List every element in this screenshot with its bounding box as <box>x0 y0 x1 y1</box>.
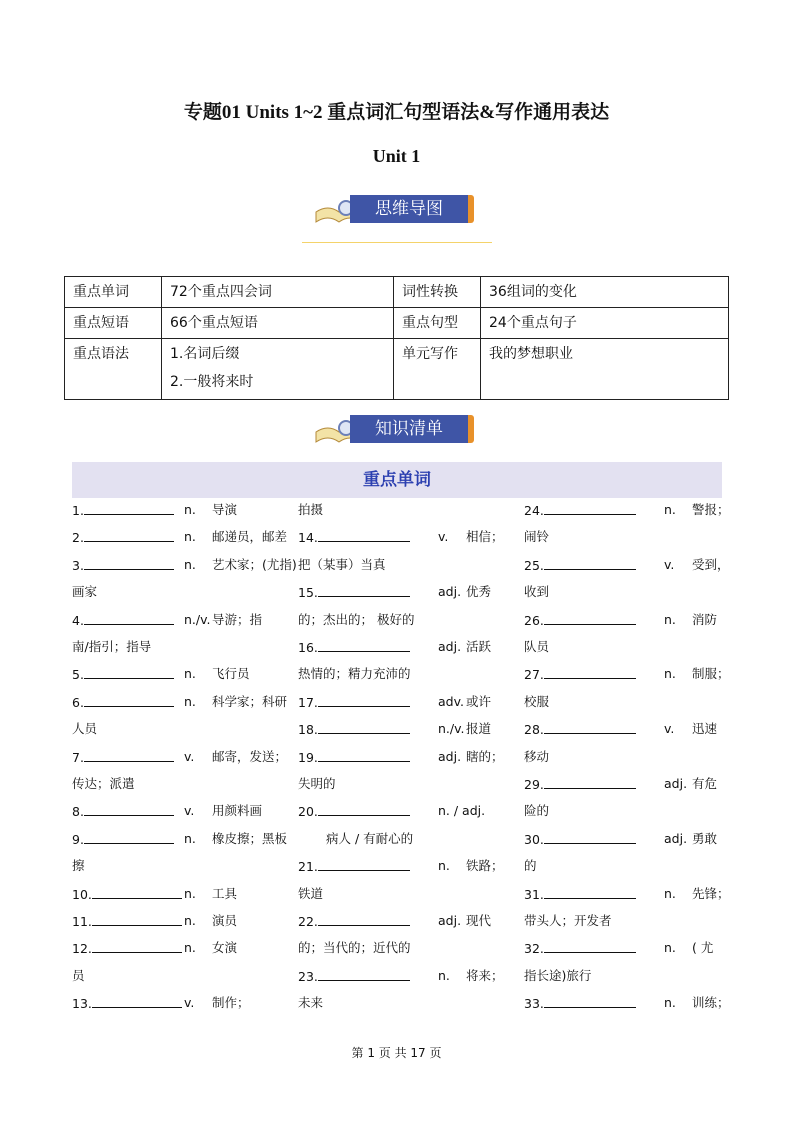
vocab-number: 5. <box>72 667 84 683</box>
answer-blank[interactable] <box>318 801 410 816</box>
grammar-item: 1.名词后缀 <box>170 346 240 362</box>
definition: 先锋； <box>692 885 730 901</box>
table-cell: 我的梦想职业 <box>481 339 729 400</box>
definition: 科学家；科研 <box>212 693 288 709</box>
definition-continuation: 铁道 <box>298 885 324 901</box>
answer-blank[interactable] <box>84 747 174 762</box>
answer-blank[interactable] <box>84 801 174 816</box>
vocab-number: 3. <box>72 557 84 573</box>
answer-blank[interactable] <box>84 692 174 707</box>
part-of-speech: n./v. <box>438 721 465 737</box>
vocab-continuation: 拍摄 <box>298 502 324 517</box>
unit-heading: Unit 1 <box>372 146 421 166</box>
part-of-speech: v. <box>184 995 195 1011</box>
vocab-number: 31. <box>524 886 544 902</box>
definition-continuation: 收到 <box>524 584 550 600</box>
definition: 飞行员 <box>212 666 250 682</box>
vocab-number: 10. <box>72 886 92 902</box>
vocab-item <box>298 911 410 931</box>
table-cell: 36组词的变化 <box>481 277 729 308</box>
definition: 或许 <box>466 693 492 709</box>
answer-blank[interactable] <box>318 747 410 762</box>
part-of-speech: n. <box>438 967 450 983</box>
vocab-number: 28. <box>524 722 544 738</box>
definition: 警报； <box>692 502 730 517</box>
mindmap-banner-label: 思维导图 <box>350 195 474 223</box>
definition: 受到， <box>692 556 730 572</box>
part-of-speech: n. <box>184 940 196 956</box>
part-of-speech: n. <box>664 995 676 1011</box>
vocab-number: 1. <box>72 503 84 518</box>
definition-continuation: 员 <box>72 967 85 983</box>
definition: 瞎的； <box>466 748 504 764</box>
answer-blank[interactable] <box>84 527 174 542</box>
vocab-number: 9. <box>72 831 84 847</box>
definition: 现代 <box>466 913 492 928</box>
definition: 工具 <box>212 885 238 901</box>
vocab-item <box>72 747 174 767</box>
definition-continuation: 指长途)旅行 <box>524 967 592 983</box>
definition: 将来； <box>466 967 504 983</box>
vocab-item <box>72 938 182 958</box>
answer-blank[interactable] <box>318 637 410 652</box>
answer-blank[interactable] <box>544 500 636 515</box>
vocab-number: 33. <box>524 996 544 1012</box>
part-of-speech: n. <box>664 940 676 956</box>
part-of-speech: v. <box>184 748 195 764</box>
table-cell: 72个重点四会词 <box>162 277 394 308</box>
answer-blank[interactable] <box>544 555 636 570</box>
vocab-item <box>298 801 410 821</box>
table-row <box>65 339 729 400</box>
answer-blank[interactable] <box>92 993 182 1008</box>
vocab-number: 26. <box>524 612 544 628</box>
part-of-speech: n. <box>664 611 676 627</box>
definition: 报道 <box>466 721 492 737</box>
vocab-number: 12. <box>72 941 92 957</box>
vocab-number: 25. <box>524 557 544 573</box>
definition-continuation: 的；杰出的； 极好的 <box>298 611 415 627</box>
answer-blank[interactable] <box>318 911 410 926</box>
vocab-item <box>298 856 410 876</box>
vocab-item <box>72 692 174 712</box>
definition-continuation: 人员 <box>72 721 98 737</box>
vocab-number: 20. <box>298 804 318 820</box>
part-of-speech: adj. <box>438 584 462 600</box>
vocab-item <box>72 911 182 931</box>
definition: 有危 <box>692 776 718 791</box>
definition-continuation: 画家 <box>72 584 98 600</box>
knowledge-banner-label: 知识清单 <box>350 415 474 443</box>
answer-blank[interactable] <box>318 692 410 707</box>
vocab-item <box>298 719 410 739</box>
part-of-speech: n. <box>184 666 196 682</box>
document-title: 专题01 Units 1~2 重点词汇句型语法&写作通用表达 <box>183 102 610 123</box>
part-of-speech: n. / adj. <box>438 803 486 819</box>
vocab-number: 8. <box>72 804 84 820</box>
part-of-speech: v. <box>664 721 675 737</box>
definition: 导演 <box>212 502 238 517</box>
vocab-item <box>524 993 636 1013</box>
table-cell: 重点语法 <box>65 339 162 400</box>
vocab-number: 19. <box>298 749 318 765</box>
answer-blank[interactable] <box>84 555 174 570</box>
answer-blank[interactable] <box>544 938 636 953</box>
definition: 制服； <box>692 666 730 682</box>
vocab-number: 14. <box>298 530 318 546</box>
vocab-number: 29. <box>524 777 544 792</box>
definition: 训练； <box>692 995 730 1011</box>
part-of-speech: n. <box>184 502 196 517</box>
vocab-number: 24. <box>524 503 544 518</box>
definition-continuation: 病人 / 有耐心的 <box>326 830 414 846</box>
definition-continuation: 未来 <box>298 995 324 1011</box>
definition-continuation: 擦 <box>72 858 85 874</box>
part-of-speech: n. <box>184 529 196 545</box>
answer-blank[interactable] <box>92 911 182 926</box>
mindmap-banner <box>312 192 472 226</box>
definition-continuation: 带头人；开发者 <box>524 913 612 928</box>
part-of-speech: n. <box>184 556 196 572</box>
definition-continuation: 校服 <box>524 693 550 709</box>
table-cell: 词性转换 <box>394 277 481 308</box>
answer-blank[interactable] <box>92 884 182 899</box>
divider <box>302 242 492 243</box>
vocab-number: 11. <box>72 914 92 929</box>
table-row <box>65 308 729 339</box>
definition: 邮递员，邮差 <box>212 529 288 545</box>
vocab-number: 30. <box>524 831 544 847</box>
answer-blank[interactable] <box>318 856 410 871</box>
definition: ( 尤 <box>692 940 714 956</box>
answer-blank[interactable] <box>544 664 636 679</box>
vocab-item <box>298 747 410 767</box>
answer-blank[interactable] <box>544 610 636 625</box>
definition-continuation: 南/指引；指导 <box>72 639 152 654</box>
definition: 艺术家；(尤指) <box>212 556 297 572</box>
answer-blank[interactable] <box>84 829 174 844</box>
table-cell <box>162 339 394 400</box>
summary-table <box>64 276 729 400</box>
vocab-item <box>524 500 636 520</box>
definition-continuation: 的；当代的；近代的 <box>298 940 411 956</box>
definition-continuation: 队员 <box>524 639 550 654</box>
vocab-number: 21. <box>298 859 318 875</box>
definition: 迅速 <box>692 721 718 737</box>
answer-blank[interactable] <box>544 719 636 734</box>
definition: 用颜料画 <box>212 803 263 819</box>
part-of-speech: adj. <box>664 776 688 791</box>
part-of-speech: n. <box>184 885 196 901</box>
table-cell: 重点单词 <box>65 277 162 308</box>
answer-blank[interactable] <box>84 500 174 515</box>
definition: 相信； <box>466 529 504 545</box>
part-of-speech: adj. <box>438 913 462 928</box>
part-of-speech: adj. <box>438 748 462 764</box>
section-header <box>72 462 722 498</box>
answer-blank[interactable] <box>318 527 410 542</box>
vocab-number: 17. <box>298 694 318 710</box>
vocab-number: 15. <box>298 585 318 601</box>
vocab-number: 22. <box>298 914 318 929</box>
vocab-number: 2. <box>72 530 84 546</box>
vocab-number: 18. <box>298 722 318 738</box>
part-of-speech: adj. <box>664 830 688 846</box>
definition-continuation: 把（某事）当真 <box>298 556 386 572</box>
answer-blank[interactable] <box>84 610 174 625</box>
part-of-speech: n./v. <box>184 611 211 627</box>
definition: 优秀 <box>466 584 492 600</box>
definition: 消防 <box>692 611 718 627</box>
part-of-speech: v. <box>184 803 195 819</box>
definition-continuation: 传达；派遣 <box>72 776 135 791</box>
vocab-item <box>72 555 174 575</box>
definition: 女演 <box>212 940 238 956</box>
vocab-number: 27. <box>524 667 544 683</box>
table-cell: 重点句型 <box>394 308 481 339</box>
grammar-item: 2.一般将来时 <box>170 374 254 390</box>
vocab-number: 32. <box>524 941 544 957</box>
vocab-item <box>524 774 636 794</box>
definition: 勇敢 <box>692 830 718 846</box>
vocab-number: 23. <box>298 968 318 984</box>
part-of-speech: n. <box>664 502 676 517</box>
definition: 活跃 <box>466 639 492 654</box>
table-row <box>65 277 729 308</box>
vocab-item <box>524 664 636 684</box>
vocab-number: 7. <box>72 749 84 765</box>
part-of-speech: adv. <box>438 693 464 709</box>
vocab-item <box>72 993 182 1013</box>
definition-continuation: 移动 <box>524 748 550 764</box>
vocab-item <box>298 582 410 602</box>
vocab-number: 4. <box>72 612 84 628</box>
vocab-item <box>524 938 636 958</box>
vocab-item <box>524 555 636 575</box>
answer-blank[interactable] <box>544 829 636 844</box>
definition: 橡皮擦；黑板 <box>212 830 288 846</box>
vocab-number: 16. <box>298 640 318 655</box>
answer-blank[interactable] <box>318 582 410 597</box>
definition-continuation: 失明的 <box>298 776 336 791</box>
definition: 邮寄，发送； <box>212 748 288 764</box>
table-cell: 66个重点短语 <box>162 308 394 339</box>
part-of-speech: n. <box>184 913 196 928</box>
part-of-speech: n. <box>664 885 676 901</box>
vocab-item <box>524 719 636 739</box>
definition: 铁路； <box>466 858 504 874</box>
part-of-speech: adj. <box>438 639 462 654</box>
part-of-speech: v. <box>664 556 675 572</box>
definition: 演员 <box>212 913 238 928</box>
vocab-item <box>72 829 174 849</box>
part-of-speech: n. <box>184 830 196 846</box>
vocab-item <box>524 884 636 904</box>
vocab-item <box>524 610 636 630</box>
vocab-item <box>72 884 182 904</box>
answer-blank[interactable] <box>544 884 636 899</box>
section-header-label: 重点单词 <box>363 470 431 490</box>
vocab-item <box>298 692 410 712</box>
vocab-item <box>298 637 410 657</box>
definition: 导游；指 <box>212 611 263 627</box>
part-of-speech: n. <box>664 666 676 682</box>
definition-continuation: 热情的；精力充沛的 <box>298 666 411 682</box>
answer-blank[interactable] <box>544 993 636 1008</box>
page-footer: 第 1 页 共 17 页 <box>351 1046 442 1060</box>
definition-continuation: 闹铃 <box>524 529 550 545</box>
vocab-item <box>72 500 174 520</box>
answer-blank[interactable] <box>544 774 636 789</box>
part-of-speech: v. <box>438 529 449 545</box>
part-of-speech: n. <box>438 858 450 874</box>
vocab-number: 13. <box>72 996 92 1012</box>
answer-blank[interactable] <box>92 938 182 953</box>
vocab-item <box>72 527 174 547</box>
part-of-speech: n. <box>184 693 196 709</box>
vocab-item <box>298 966 410 986</box>
answer-blank[interactable] <box>318 966 410 981</box>
vocab-item <box>72 801 174 821</box>
definition-continuation: 险的 <box>524 803 550 819</box>
vocab-item <box>524 829 636 849</box>
answer-blank[interactable] <box>84 664 174 679</box>
vocab-item <box>298 527 410 547</box>
definition: 制作； <box>212 995 250 1011</box>
definition-continuation: 的 <box>524 858 537 874</box>
vocab-item <box>72 664 174 684</box>
table-cell: 单元写作 <box>394 339 481 400</box>
table-cell: 重点短语 <box>65 308 162 339</box>
answer-blank[interactable] <box>318 719 410 734</box>
vocab-number: 6. <box>72 694 84 710</box>
table-cell: 24个重点句子 <box>481 308 729 339</box>
knowledge-banner <box>312 412 472 446</box>
vocab-item <box>72 610 174 630</box>
